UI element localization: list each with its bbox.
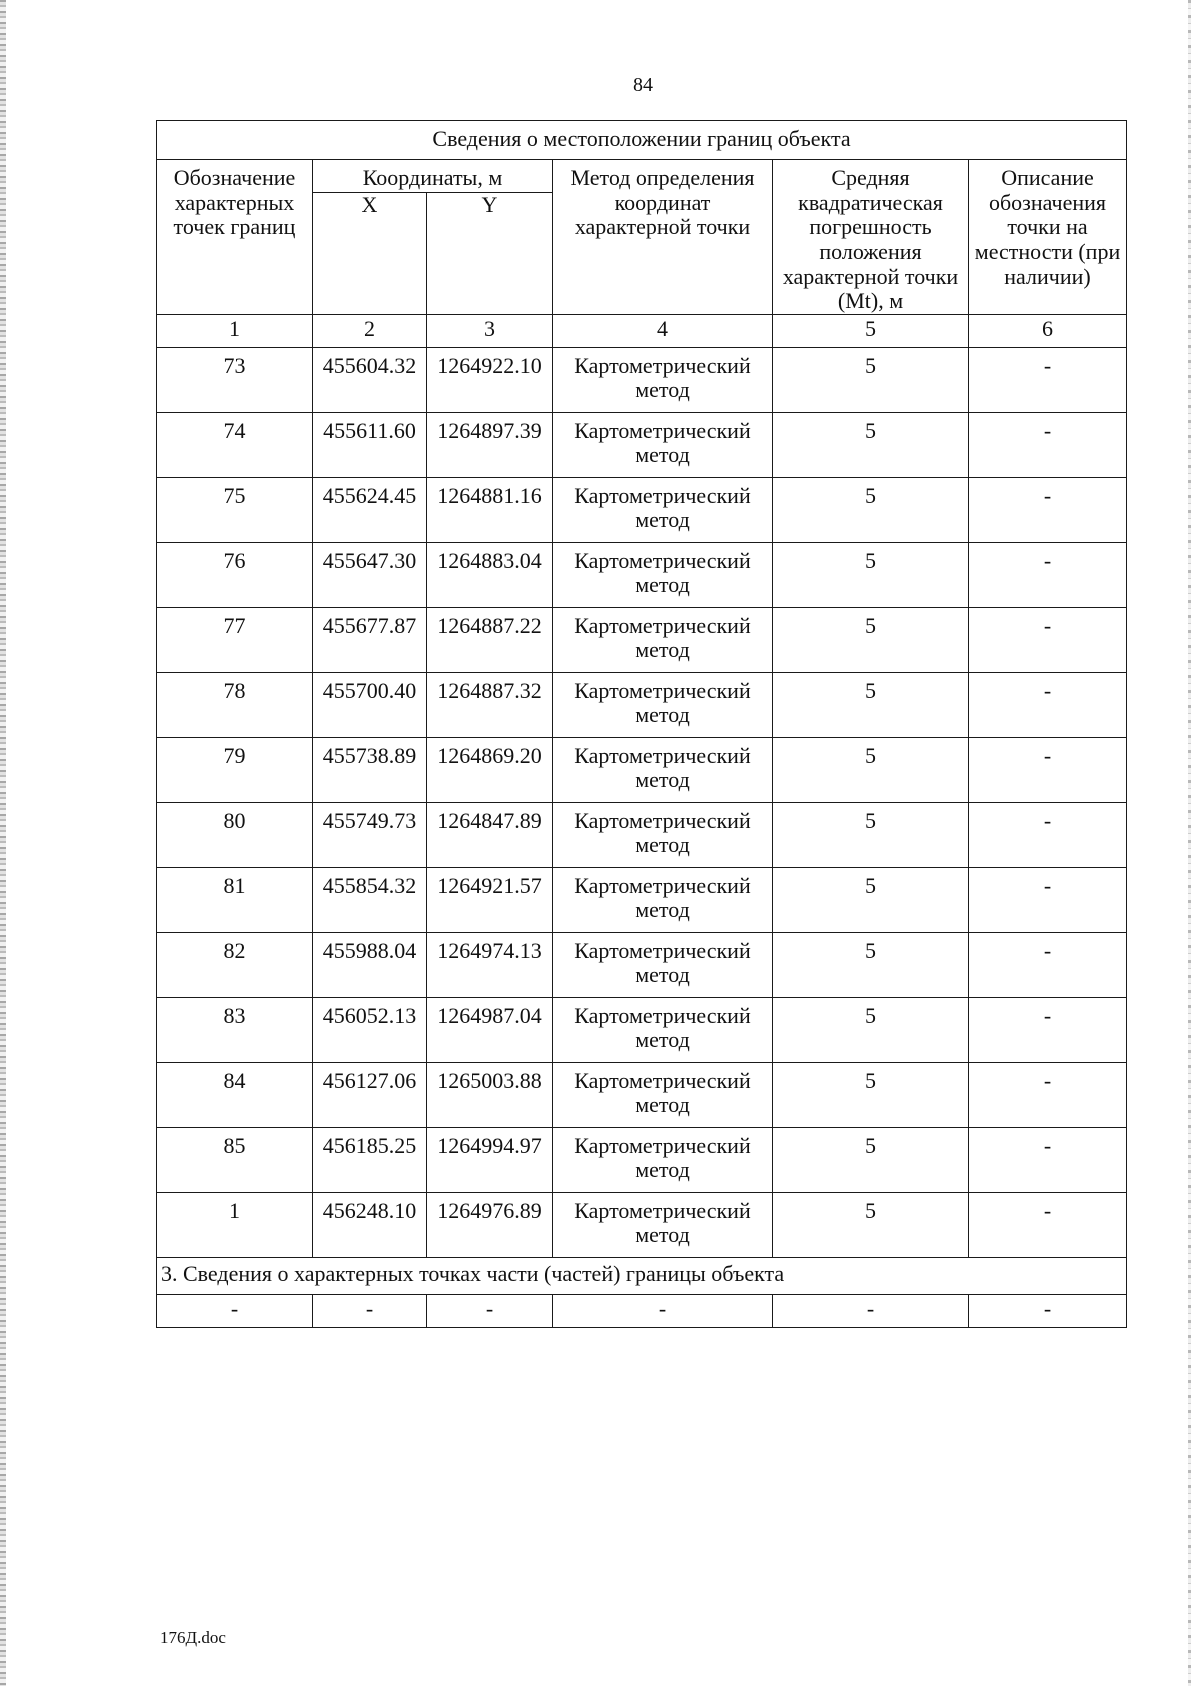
cell-x: 455647.30 [313, 542, 427, 607]
header-x: X [313, 193, 427, 315]
cell-x: 455749.73 [313, 802, 427, 867]
table-row [157, 997, 1127, 1062]
cell-x: 455854.32 [313, 867, 427, 932]
cell-method: Картометрический метод [553, 1127, 773, 1192]
cell-point: 84 [157, 1062, 313, 1127]
cell-point: 79 [157, 737, 313, 802]
cell-method: Картометрический метод [553, 412, 773, 477]
cell-method: Картометрический метод [553, 867, 773, 932]
cell-description: - [969, 1192, 1127, 1257]
column-number: 2 [313, 314, 427, 347]
cell-method: Картометрический метод [553, 1062, 773, 1127]
cell-description: - [969, 737, 1127, 802]
table-row [157, 672, 1127, 737]
column-number: 5 [773, 314, 969, 347]
cell-method: Картометрический метод [553, 737, 773, 802]
empty-cell: - [553, 1294, 773, 1327]
cell-error: 5 [773, 997, 969, 1062]
table-row [157, 932, 1127, 997]
cell-method: Картометрический метод [553, 932, 773, 997]
cell-error: 5 [773, 607, 969, 672]
cell-description: - [969, 997, 1127, 1062]
cell-y: 1264887.22 [427, 607, 553, 672]
table-row [157, 542, 1127, 607]
document-filename: 176Д.doc [160, 1628, 226, 1647]
cell-method: Картометрический метод [553, 347, 773, 412]
empty-cell: - [157, 1294, 313, 1327]
cell-y: 1264987.04 [427, 997, 553, 1062]
cell-error: 5 [773, 542, 969, 607]
cell-method: Картометрический метод [553, 542, 773, 607]
header-coordinates: Координаты, м [313, 160, 553, 193]
header-description: Описание обозначения точки на местности (при наличии) [969, 160, 1127, 315]
cell-error: 5 [773, 802, 969, 867]
table-title: Сведения о местоположении границ объекта [157, 121, 1127, 160]
cell-description: - [969, 867, 1127, 932]
cell-point: 75 [157, 477, 313, 542]
cell-x: 455677.87 [313, 607, 427, 672]
column-number: 4 [553, 314, 773, 347]
cell-error: 5 [773, 672, 969, 737]
cell-error: 5 [773, 867, 969, 932]
table-row [157, 802, 1127, 867]
header-method: Метод определения координат характерной точки [553, 160, 773, 315]
empty-cell: - [773, 1294, 969, 1327]
cell-point: 85 [157, 1127, 313, 1192]
cell-x: 455604.32 [313, 347, 427, 412]
cell-point: 77 [157, 607, 313, 672]
cell-error: 5 [773, 737, 969, 802]
cell-description: - [969, 1127, 1127, 1192]
cell-error: 5 [773, 932, 969, 997]
section-3-title: 3. Сведения о характерных точках части (частей) границы объекта [157, 1257, 1127, 1294]
table-row [157, 412, 1127, 477]
cell-error: 5 [773, 1127, 969, 1192]
cell-point: 73 [157, 347, 313, 412]
cell-x: 456185.25 [313, 1127, 427, 1192]
column-number: 1 [157, 314, 313, 347]
table-row [157, 867, 1127, 932]
cell-description: - [969, 802, 1127, 867]
empty-cell: - [427, 1294, 553, 1327]
cell-description: - [969, 672, 1127, 737]
header-designation: Обозначение характерных точек границ [157, 160, 313, 315]
cell-point: 1 [157, 1192, 313, 1257]
cell-method: Картометрический метод [553, 672, 773, 737]
cell-point: 80 [157, 802, 313, 867]
table-row [157, 1127, 1127, 1192]
header-error: Средняя квадратическая погрешность положения характерной точки (Mt), м [773, 160, 969, 315]
cell-description: - [969, 607, 1127, 672]
table-row [157, 737, 1127, 802]
cell-error: 5 [773, 347, 969, 412]
cell-x: 455624.45 [313, 477, 427, 542]
table-row [157, 477, 1127, 542]
cell-y: 1264974.13 [427, 932, 553, 997]
empty-cell: - [313, 1294, 427, 1327]
cell-method: Картометрический метод [553, 997, 773, 1062]
column-number: 6 [969, 314, 1127, 347]
table-row [157, 607, 1127, 672]
header-y: Y [427, 193, 553, 315]
cell-method: Картометрический метод [553, 1192, 773, 1257]
cell-description: - [969, 1062, 1127, 1127]
cell-description: - [969, 477, 1127, 542]
cell-x: 456248.10 [313, 1192, 427, 1257]
cell-error: 5 [773, 1062, 969, 1127]
boundary-coordinates-table [156, 120, 1127, 1328]
cell-y: 1264897.39 [427, 412, 553, 477]
cell-y: 1264869.20 [427, 737, 553, 802]
cell-point: 74 [157, 412, 313, 477]
cell-y: 1264921.57 [427, 867, 553, 932]
cell-method: Картометрический метод [553, 607, 773, 672]
cell-description: - [969, 347, 1127, 412]
empty-cell: - [969, 1294, 1127, 1327]
cell-description: - [969, 542, 1127, 607]
cell-point: 82 [157, 932, 313, 997]
cell-description: - [969, 932, 1127, 997]
cell-y: 1265003.88 [427, 1062, 553, 1127]
cell-method: Картометрический метод [553, 802, 773, 867]
scan-edge-right [1188, 0, 1191, 1686]
table-row-empty [157, 1294, 1127, 1327]
cell-x: 455738.89 [313, 737, 427, 802]
table-row [157, 347, 1127, 412]
page-number: 84 [633, 74, 653, 96]
cell-error: 5 [773, 477, 969, 542]
cell-y: 1264994.97 [427, 1127, 553, 1192]
cell-description: - [969, 412, 1127, 477]
column-number: 3 [427, 314, 553, 347]
cell-y: 1264847.89 [427, 802, 553, 867]
table-row [157, 1062, 1127, 1127]
cell-error: 5 [773, 1192, 969, 1257]
cell-x: 456127.06 [313, 1062, 427, 1127]
cell-y: 1264887.32 [427, 672, 553, 737]
cell-y: 1264881.16 [427, 477, 553, 542]
cell-y: 1264976.89 [427, 1192, 553, 1257]
cell-x: 455700.40 [313, 672, 427, 737]
cell-y: 1264883.04 [427, 542, 553, 607]
table-row [157, 1192, 1127, 1257]
cell-x: 455611.60 [313, 412, 427, 477]
cell-error: 5 [773, 412, 969, 477]
cell-point: 83 [157, 997, 313, 1062]
cell-y: 1264922.10 [427, 347, 553, 412]
scan-edge-left [0, 0, 6, 1686]
cell-point: 78 [157, 672, 313, 737]
cell-method: Картометрический метод [553, 477, 773, 542]
cell-x: 456052.13 [313, 997, 427, 1062]
cell-point: 81 [157, 867, 313, 932]
cell-point: 76 [157, 542, 313, 607]
cell-x: 455988.04 [313, 932, 427, 997]
